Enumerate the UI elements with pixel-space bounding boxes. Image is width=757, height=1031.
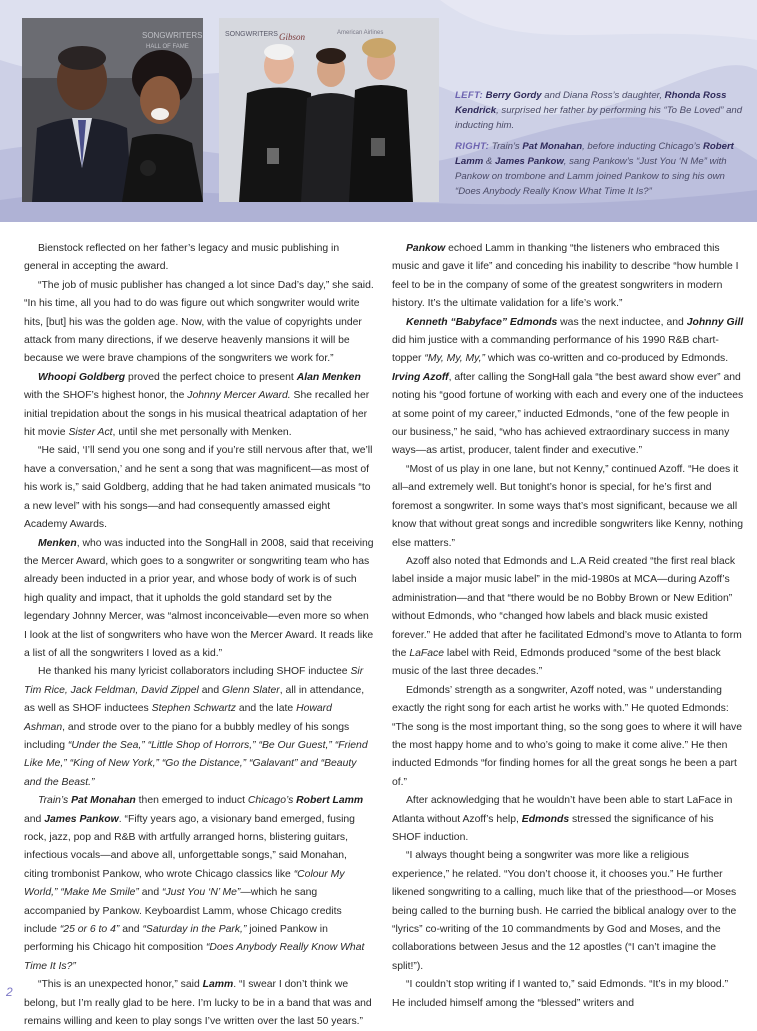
- article-paragraph: Whoopi Goldberg proved the perfect choice to present Alan Menken with the SHOF’s highest honor, the Johnny Mercer Award. She recalled her initial trepidation about the songs in his musical theatrical adaptation of her hit movie Sister Act, until she met personally with Menken.: [24, 371, 370, 439]
- article-paragraph: After acknowledging that he wouldn’t have been able to start LaFace in Atlanta without Azoff’s help, Edmonds stressed the significance of his SHOF induction.: [392, 795, 733, 843]
- article-paragraph: Bienstock reflected on her father’s legacy and music publishing in general in accepting the award.: [24, 243, 340, 273]
- article-paragraph: “Most of us play in one lane, but not Kenny,” continued Azoff. “He does it all–and extremely well. But tonight’s honor is special, for he’s first and foremost a songwriter. In some ways that’s most significant, because we all know that without great songs and incredible songwriters like Kenny, nothing else matters.”: [392, 463, 743, 549]
- svg-text:SONGWRITERS: SONGWRITERS: [225, 31, 278, 38]
- article-paragraph: Pankow echoed Lamm in thanking “the listeners who embraced this music and gave it life” and conceding his inability to describe “how humble I feel to be in the company of some of the greatest songwriters in modern history. It’s the ultimate validation for a life’s work.”: [392, 243, 739, 310]
- photo-caption: [455, 88, 745, 205]
- caption-right: RIGHT: Train’s Pat Monahan, before inducting Chicago’s Robert Lamm & James Pankow, sang Pankow’s “Just You ‘N Me” with Pankow on trombone and Lamm joined Pankow to sing his own “Does Anybody Really Know What Time It Is?”: [455, 141, 734, 197]
- backdrop-text: SONGWRITERS: [142, 31, 203, 40]
- article-paragraph: Kenneth “Babyface” Edmonds was the next inductee, and Johnny Gill did him justice with a commanding performance of his 1990 R&B chart-topper “My, My, My,” which was co-written and co-produced by Edmonds. Irving Azoff, after calling the SongHall gala “the best award show ever” and noting his “good fortune of working with each and every one of the inductees at some point of my career,” inducted Edmonds, “one of the few people in our business,” he said, “who has achieved extraordinary success in many ways—as artist, producer, talent finder and executive.”: [392, 316, 744, 457]
- article-paragraph: “He said, ‘I’ll send you one song and if you’re still nervous after that, we’ll have a conversation,’ and he sent a song that was magnificent—as most of his work is,” said Goldberg, adding that he had taken animated musicals “to a new level” with his songs—and had consequently amassed eight Academy Awards.: [24, 445, 373, 531]
- photo-header-band: [0, 0, 757, 222]
- article-paragraph: “I couldn’t stop writing if I wanted to,” said Edmonds. “It’s in my blood.” He included himself among the “blessed” writers and: [392, 979, 729, 1009]
- article-paragraph: “This is an unexpected honor,” said Lamm. “I swear I don’t think we belong, but I’m really glad to be here. I’m lucky to be in a band that was and remains willing and keen to play songs I’ve written over the last 50 years.”: [24, 979, 372, 1028]
- article-column-left: [24, 240, 374, 1031]
- svg-text:American Airlines: American Airlines: [337, 30, 384, 36]
- photo-lamm-monahan-pankow: [219, 18, 439, 202]
- article-paragraph: He thanked his many lyricist collaborators including SHOF inductee Sir Tim Rice, Jack Feldman, David Zippel and Glenn Slater, all in attendance, as well as SHOF inductees Stephen Schwartz and the late Howard Ashman, and strode over to the piano for a bubbly medley of his songs including “Under the Sea,” “Little Shop of Horrors,” “Be Our Guest,” “Friend Like Me,” “King of New York,” “Go the Distance,” “Galavant” and “Beauty and the Beast.”: [24, 666, 368, 788]
- article-paragraph: Menken, who was inducted into the SongHall in 2008, said that receiving the Mercer Award, which goes to a songwriter or songwriting team who has already been inducted in a prior year, and whose body of work is of such high quality and impact, that it upholds the gold standard set by the legendary Johnny Mercer, was “almost inconceivable—even more so when I look at the list of songwriters who have won the Mercer Award. It reads like a list of all the songwriters I loved as a kid.”: [24, 537, 374, 659]
- svg-text:HALL OF FAME: HALL OF FAME: [146, 44, 189, 50]
- photo-berry-gordy-rhonda-ross: [22, 18, 203, 202]
- page-number: 2: [6, 985, 13, 999]
- caption-left: LEFT: Berry Gordy and Diana Ross’s daughter, Rhonda Ross Kendrick, surprised her father by performing his “To Be Loved” and inducting him.: [455, 90, 743, 131]
- article-paragraph: Edmonds’ strength as a songwriter, Azoff noted, was “ understanding exactly the right song for each artist he works with.” He quoted Edmonds: “The song is the most important thing, so the song goes to where it will have the most happy home and to who’s going to make it come alive.” He then inducted Edmonds “for finding homes for all the great songs he been a part of.”: [392, 684, 742, 788]
- article-column-right: [392, 240, 744, 1013]
- article-paragraph: “The job of music publisher has changed a lot since Dad’s day,” she said. “In his time, all you had to do was figure out which songwriter would write hits, [but] his was the golden age. Now, with the value of copyrights under attack from many directions, if we deserve heavenly mansions it will be because we were brave champions of the songwriters we work for.”: [24, 279, 374, 365]
- article-paragraph: Train’s Pat Monahan then emerged to induct Chicago’s Robert Lamm and James Pankow. “Fifty years ago, a visionary band emerged, fusing rock, jazz, pop and R&B with artfully arranged horns, blistering guitars, infectious vocals—and above all, unforgettable songs,” said Monahan, citing trombonist Pankow, who wrote Chicago classics like “Colour My World,” “Make Me Smile” and “Just You ‘N’ Me”—which he sang accompanied by Pankow. Keyboardist Lamm, whose Chicago credits include “25 or 6 to 4” and “Saturday in the Park,” joined Pankow in performing his Chicago hit composition “Does Anybody Really Know What Time It Is?”: [24, 795, 365, 972]
- article-paragraph: “I always thought being a songwriter was more like a religious experience,” he related. “You don’t choose it, it chooses you.” He further likened songwriting to a calling, much like that of the priesthood—or Moses being called to the burning bush. He carried the biblical analogy over to the “lyrics” co-writing of the 10 commandments by God and Moses, and the collaborations between Jesus and the 12 apostles (“I can’t imagine the split!”).: [392, 850, 737, 972]
- svg-text:Gibson: Gibson: [279, 32, 306, 42]
- article-paragraph: Azoff also noted that Edmonds and L.A Reid created “the first real black label inside a major music label” in the mid-1980s at MCA—during Azoff’s administration—and that “there would be no Bobby Brown or New Edition” without Edmonds, who “changed how labels and black music existed forever.” He added that after he facilitated Edmond’s move to Atlanta to form the LaFace label with Reid, Edmonds produced “some of the best black music of the last three decades.”: [392, 555, 742, 678]
